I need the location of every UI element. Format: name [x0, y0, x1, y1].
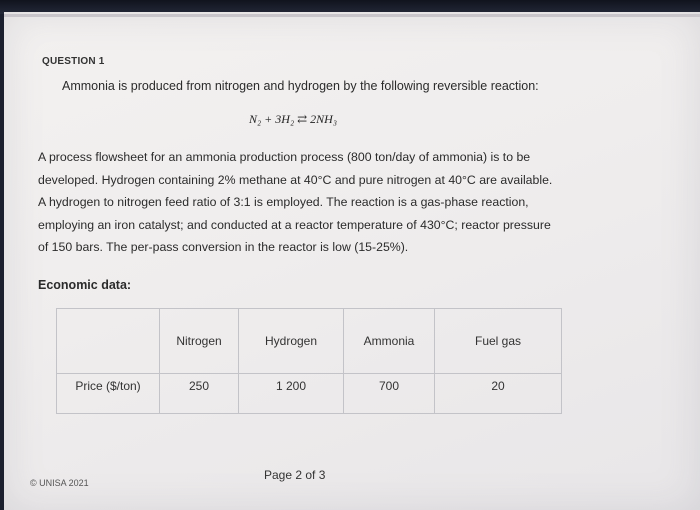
paragraph-line: developed. Hydrogen containing 2% methane at 40°C and pure nitrogen at 40°C are available.	[38, 172, 553, 187]
paragraph-line: A process flowsheet for an ammonia production process (800 ton/day of ammonia) is to be	[38, 150, 531, 164]
paragraph-line: of 150 bars. The per-pass conversion in the reactor is low (15-25%).	[38, 240, 409, 254]
table-header-cell: Nitrogen	[160, 309, 239, 374]
copyright-notice: © UNISA 2021	[30, 478, 89, 488]
header-rule	[4, 14, 700, 17]
table-cell: 700	[344, 374, 435, 414]
paragraph-line: A hydrogen to nitrogen feed ratio of 3:1 is employed. The reaction is a gas-phase reaction,	[38, 195, 529, 209]
table-header-row	[57, 309, 562, 374]
problem-paragraph	[38, 146, 598, 259]
table-header-cell: Ammonia	[344, 309, 435, 374]
table-row-label: Price ($/ton)	[57, 374, 160, 414]
price-table	[56, 308, 562, 414]
page-number: Page 2 of 3	[264, 468, 326, 482]
reaction-equation: N₂ + 3H₂ ⇄ 2NH₃	[249, 112, 338, 126]
economic-data-heading: Economic data:	[38, 278, 132, 292]
table-cell: 1 200	[239, 374, 344, 414]
document-page	[4, 12, 700, 510]
table-header-cell: Fuel gas	[435, 309, 562, 374]
paragraph-line: employing an iron catalyst; and conducted at a reactor temperature of 430°C; reactor pressure	[38, 217, 551, 232]
table-header-cell	[57, 309, 160, 374]
question-title: QUESTION 1	[42, 56, 105, 67]
question-intro: Ammonia is produced from nitrogen and hydrogen by the following reversible reaction:	[62, 79, 539, 93]
table-row	[57, 374, 562, 414]
table-cell: 250	[160, 374, 239, 414]
table-header-cell: Hydrogen	[239, 309, 344, 374]
table-cell: 20	[435, 374, 562, 414]
